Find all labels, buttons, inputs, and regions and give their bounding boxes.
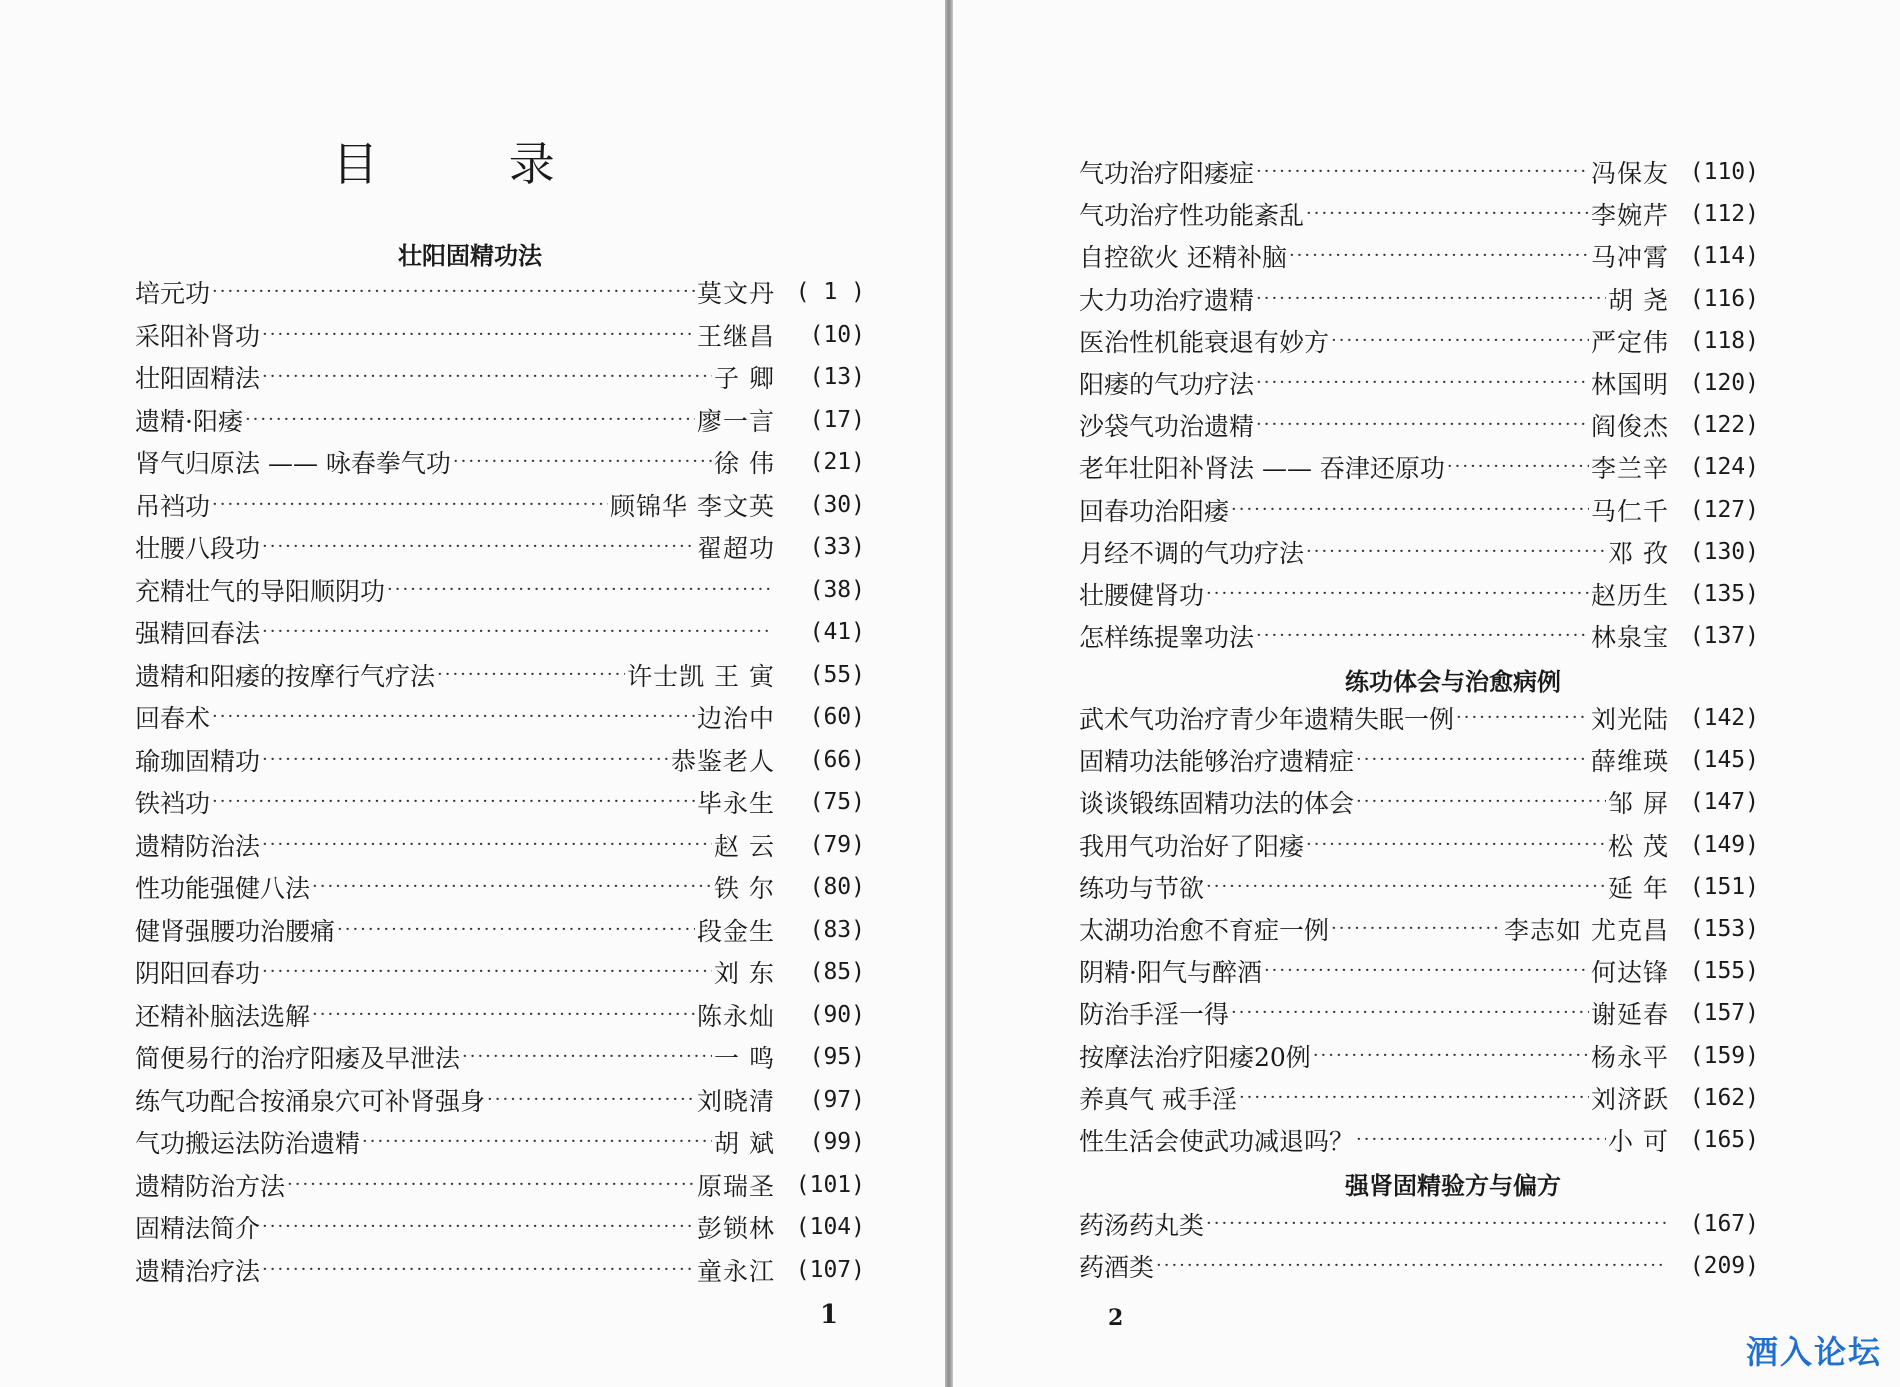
toc-entry — [1079, 1246, 1759, 1286]
leader-dots — [1447, 447, 1589, 487]
toc-entry — [1079, 236, 1759, 276]
leader-dots — [362, 1122, 712, 1162]
entry-title: 吊裆功 — [135, 491, 211, 521]
leader-dots — [1356, 782, 1606, 822]
leader-dots — [262, 1250, 695, 1290]
entry-page: (75) — [809, 789, 865, 815]
section-heading-right-b: 练功体会与治愈病例 — [1345, 668, 1561, 696]
book-gutter — [945, 0, 953, 1387]
entry-author: 刘 东 — [714, 959, 775, 988]
entry-title: 壮阳固精法 — [135, 364, 261, 393]
toc-title: 目 录 — [332, 137, 613, 191]
entry-page: (10) — [809, 321, 865, 348]
leader-dots — [1256, 152, 1589, 192]
entry-page: (21) — [809, 449, 865, 475]
leader-dots — [212, 485, 608, 525]
entry-page: (13) — [809, 364, 865, 390]
entry-title: 回春功治阳痿 — [1079, 496, 1230, 526]
entry-title: 阳痿的气功疗法 — [1079, 370, 1255, 399]
leader-dots — [1331, 321, 1589, 361]
entry-page: (107) — [795, 1256, 865, 1283]
entry-page: (155) — [1689, 958, 1759, 985]
entry-author: 许士凯 王 寅 — [627, 661, 775, 691]
toc-entry — [135, 1207, 865, 1247]
entry-title: 还精补脑法选解 — [135, 1001, 311, 1031]
right-page — [953, 0, 1900, 1387]
entry-title: 按摩法治疗阳痿20例 — [1079, 1042, 1311, 1072]
leader-dots — [487, 1080, 695, 1120]
toc-entry — [135, 357, 865, 397]
entry-page: (162) — [1689, 1084, 1759, 1111]
toc-entry — [1079, 782, 1759, 822]
leader-dots — [262, 527, 695, 567]
entry-page: (120) — [1689, 370, 1759, 396]
entry-page: (114) — [1689, 243, 1759, 270]
entry-author: 段金生 — [696, 916, 775, 946]
entry-author: 刘光陆 — [1590, 705, 1669, 734]
leader-dots — [1231, 993, 1589, 1033]
entry-author: 恭鉴老人 — [670, 746, 775, 776]
toc-entry — [1079, 194, 1759, 234]
toc-entry — [1079, 616, 1759, 656]
leader-dots — [262, 357, 712, 397]
entry-title: 养真气 戒手淫 — [1079, 1084, 1237, 1114]
entry-author: 赵历生 — [1590, 581, 1669, 610]
leader-dots — [462, 1037, 712, 1077]
entry-title: 回春术 — [135, 704, 211, 733]
entry-title: 培元功 — [135, 279, 211, 308]
leader-dots — [453, 442, 712, 482]
entry-page: (135) — [1689, 581, 1759, 607]
entry-author: 邓 孜 — [1608, 538, 1669, 568]
toc-entry — [1079, 993, 1759, 1033]
entry-author: 陈永灿 — [696, 1001, 775, 1031]
leader-dots — [1264, 951, 1589, 991]
toc-entry — [1079, 321, 1759, 361]
entry-title: 气功治疗阳痿症 — [1079, 159, 1255, 188]
entry-page: (83) — [809, 916, 865, 943]
entry-title: 谈谈锻练固精功法的体会 — [1079, 789, 1355, 819]
watermark-logo: 酒入论坛 — [1745, 1333, 1882, 1371]
entry-page: (97) — [809, 1086, 865, 1113]
leader-dots — [245, 400, 695, 440]
page-number-left: 1 — [820, 1300, 839, 1330]
entry-title: 壮腰八段功 — [135, 534, 261, 563]
entry-title: 壮腰健肾功 — [1079, 581, 1205, 610]
entry-title: 瑜珈固精功 — [135, 746, 261, 776]
entry-page: (209) — [1689, 1253, 1759, 1280]
entry-page: (165) — [1689, 1127, 1759, 1153]
entry-title: 气功治疗性功能紊乱 — [1079, 201, 1305, 231]
entry-title: 气功搬运法防治遗精 — [135, 1129, 361, 1158]
entry-page: (149) — [1689, 831, 1759, 858]
toc-entry — [135, 612, 865, 652]
entry-page: (66) — [809, 746, 865, 773]
entry-title: 采阳补肾功 — [135, 321, 261, 351]
toc-entry — [135, 995, 865, 1035]
entry-page: (116) — [1689, 285, 1759, 312]
entry-author: 松 茂 — [1608, 831, 1669, 861]
leader-dots — [1256, 279, 1606, 319]
leader-dots — [1231, 490, 1589, 530]
leader-dots — [1256, 616, 1589, 656]
entry-author: 李兰辛 — [1590, 454, 1669, 484]
entry-title: 防治手淫一得 — [1079, 1000, 1230, 1030]
toc-entry — [135, 910, 865, 950]
toc-entry — [1079, 152, 1759, 192]
entry-title: 简便易行的治疗阳痿及早泄法 — [135, 1044, 461, 1073]
toc-entry — [135, 740, 865, 780]
toc-entry — [1079, 1078, 1759, 1118]
entry-title: 老年壮阳补肾法 —— 吞津还原功 — [1079, 454, 1445, 484]
entry-page: (159) — [1689, 1042, 1759, 1069]
entry-title: 遗精治疗法 — [135, 1256, 261, 1286]
entry-author: 延 年 — [1608, 873, 1669, 903]
entry-page: (33) — [809, 534, 865, 560]
entry-page: (167) — [1689, 1211, 1759, 1237]
leader-dots — [1206, 574, 1589, 614]
entry-author: 李婉芹 — [1590, 201, 1669, 231]
leader-dots — [287, 1165, 695, 1205]
toc-entry — [1079, 1204, 1759, 1244]
toc-entry — [1079, 405, 1759, 445]
entry-author: 谢延春 — [1590, 1000, 1669, 1030]
entry-title: 遗精和阳痿的按摩行气疗法 — [135, 661, 436, 691]
entry-title: 自控欲火 还精补脑 — [1079, 243, 1287, 273]
leader-dots — [1331, 909, 1502, 949]
entry-author: 顾锦华 李文英 — [610, 491, 775, 521]
leader-dots — [212, 272, 695, 312]
leader-dots — [1239, 1078, 1589, 1118]
entry-page: (38) — [809, 576, 865, 603]
toc-entry — [1079, 532, 1759, 572]
entry-title: 固精法简介 — [135, 1214, 261, 1243]
leader-dots — [1313, 1036, 1589, 1076]
entry-title: 肾气归原法 —— 咏春拳气功 — [135, 449, 451, 478]
entry-author: 彭锁林 — [696, 1214, 775, 1243]
leader-dots — [1306, 825, 1606, 865]
entry-author: 胡 尧 — [1608, 285, 1669, 315]
entry-title: 阴阳回春功 — [135, 959, 261, 988]
entry-author: 子 卿 — [714, 364, 775, 393]
leader-dots — [1306, 194, 1589, 234]
entry-page: (90) — [809, 1001, 865, 1028]
toc-entry — [1079, 1120, 1759, 1160]
toc-entry — [135, 400, 865, 440]
entry-title: 怎样练提睾功法 — [1079, 623, 1255, 653]
toc-entry — [1079, 490, 1759, 530]
entry-page: ( 1 ) — [795, 279, 865, 305]
entry-author: 铁 尔 — [714, 874, 775, 903]
entry-page: (118) — [1689, 327, 1759, 354]
toc-entry — [135, 1122, 865, 1162]
leader-dots — [1356, 1120, 1606, 1160]
toc-entry — [135, 952, 865, 992]
entry-author: 小 可 — [1608, 1127, 1669, 1156]
leader-dots — [262, 1207, 695, 1247]
toc-entry — [135, 1250, 865, 1290]
toc-entry — [135, 485, 865, 525]
entry-page: (137) — [1689, 623, 1759, 650]
entry-title: 武术气功治疗青少年遗精失眠一例 — [1079, 705, 1455, 734]
entry-author: 廖一言 — [696, 406, 775, 436]
leader-dots — [312, 867, 712, 907]
entry-title: 练气功配合按涌泉穴可补肾强身 — [135, 1086, 486, 1116]
toc-entry — [135, 527, 865, 567]
toc-entry — [135, 655, 865, 695]
toc-entry — [1079, 825, 1759, 865]
entry-title: 充精壮气的导阳顺阴功 — [135, 576, 386, 606]
entry-page: (130) — [1689, 538, 1759, 565]
entry-author: 林国明 — [1590, 370, 1669, 399]
entry-page: (127) — [1689, 496, 1759, 523]
leader-dots — [1306, 532, 1606, 572]
page-number-right: 2 — [1108, 1305, 1124, 1331]
entry-title: 强精回春法 — [135, 619, 261, 648]
toc-entry — [135, 1080, 865, 1120]
toc-entry — [135, 1165, 865, 1205]
entry-page: (101) — [795, 1171, 865, 1198]
entry-author: 毕永生 — [696, 789, 775, 818]
entry-author: 冯保友 — [1590, 159, 1669, 188]
leader-dots — [1206, 867, 1606, 907]
leader-dots — [212, 782, 695, 822]
entry-author: 刘济跃 — [1590, 1084, 1669, 1114]
toc-entry — [1079, 574, 1759, 614]
entry-author: 杨永平 — [1590, 1042, 1669, 1072]
entry-author: 何达锋 — [1590, 958, 1669, 988]
entry-title: 药酒类 — [1079, 1253, 1155, 1283]
toc-entry — [1079, 867, 1759, 907]
toc-entry — [135, 570, 865, 610]
leader-dots — [212, 697, 695, 737]
leader-dots — [1456, 698, 1589, 738]
toc-entry — [135, 315, 865, 355]
entry-author: 胡 斌 — [714, 1129, 775, 1158]
entry-title: 医治性机能衰退有妙方 — [1079, 327, 1330, 357]
leader-dots — [1206, 1204, 1667, 1244]
entry-page: (30) — [809, 491, 865, 518]
entry-page: (79) — [809, 831, 865, 858]
entry-page: (55) — [809, 661, 865, 688]
toc-entry — [1079, 363, 1759, 403]
entry-author: 赵 云 — [714, 831, 775, 861]
toc-entry — [1079, 951, 1759, 991]
leader-dots — [337, 910, 695, 950]
entry-page: (157) — [1689, 1000, 1759, 1027]
entry-title: 遗精防治法 — [135, 831, 261, 861]
entry-page: (95) — [809, 1044, 865, 1070]
leader-dots — [1289, 236, 1589, 276]
entry-author: 翟超功 — [696, 534, 775, 563]
entry-author: 一 鸣 — [714, 1044, 775, 1073]
entry-page: (145) — [1689, 747, 1759, 774]
entry-author: 边治中 — [696, 704, 775, 733]
leader-dots — [262, 952, 712, 992]
toc-entry — [135, 697, 865, 737]
entry-page: (110) — [1689, 159, 1759, 185]
leader-dots — [262, 825, 712, 865]
entry-author: 马冲霄 — [1590, 243, 1669, 273]
toc-entry — [135, 782, 865, 822]
entry-title: 性功能强健八法 — [135, 874, 311, 903]
leader-dots — [437, 655, 625, 695]
entry-page: (153) — [1689, 916, 1759, 942]
entry-title: 药汤药丸类 — [1079, 1211, 1205, 1240]
entry-author: 严定伟 — [1590, 327, 1669, 357]
entry-author: 原瑞圣 — [696, 1171, 775, 1201]
entry-title: 太湖功治愈不育症一例 — [1079, 916, 1330, 945]
entry-title: 阴精·阳气与醉酒 — [1079, 958, 1262, 988]
toc-entry — [135, 1037, 865, 1077]
toc-entry — [1079, 279, 1759, 319]
toc-entry — [1079, 1036, 1759, 1076]
entry-page: (122) — [1689, 412, 1759, 439]
entry-page: (124) — [1689, 454, 1759, 481]
toc-entry — [1079, 698, 1759, 738]
entry-title: 健肾强腰功治腰痛 — [135, 916, 336, 946]
entry-title: 固精功法能够治疗遗精症 — [1079, 747, 1355, 777]
toc-entry — [1079, 909, 1759, 949]
entry-page: (104) — [795, 1214, 865, 1240]
entry-author: 邹 屏 — [1608, 789, 1669, 819]
entry-author: 徐 伟 — [714, 449, 775, 478]
entry-page: (142) — [1689, 705, 1759, 731]
entry-page: (112) — [1689, 201, 1759, 228]
entry-title: 铁裆功 — [135, 789, 211, 818]
toc-entry — [135, 867, 865, 907]
entry-title: 遗精·阳痿 — [135, 406, 243, 436]
toc-entry — [135, 825, 865, 865]
entry-title: 性生活会使武功减退吗？ — [1079, 1127, 1355, 1156]
entry-author: 李志如 尤克昌 — [1504, 916, 1669, 945]
entry-page: (17) — [809, 406, 865, 433]
leader-dots — [387, 570, 773, 610]
entry-title: 遗精防治方法 — [135, 1171, 286, 1201]
leader-dots — [262, 740, 669, 780]
leader-dots — [312, 995, 695, 1035]
leader-dots — [262, 612, 773, 652]
section-heading-left: 壮阳固精功法 — [398, 242, 542, 270]
entry-title: 大力功治疗遗精 — [1079, 285, 1255, 315]
entry-page: (60) — [809, 704, 865, 730]
entry-page: (151) — [1689, 873, 1759, 900]
leader-dots — [262, 315, 695, 355]
toc-entry — [135, 442, 865, 482]
entry-title: 练功与节欲 — [1079, 873, 1205, 903]
entry-title: 我用气功治好了阳痿 — [1079, 831, 1305, 861]
entry-author: 马仁千 — [1590, 496, 1669, 526]
section-heading-right-c: 强肾固精验方与偏方 — [1345, 1172, 1561, 1200]
entry-author: 薛维瑛 — [1590, 747, 1669, 777]
entry-author: 莫文丹 — [696, 279, 775, 308]
entry-title: 沙袋气功治遗精 — [1079, 412, 1255, 442]
entry-author: 林泉宝 — [1590, 623, 1669, 653]
entry-author: 童永江 — [696, 1256, 775, 1286]
entry-title: 月经不调的气功疗法 — [1079, 538, 1305, 568]
leader-dots — [1156, 1246, 1667, 1286]
entry-page: (147) — [1689, 789, 1759, 816]
left-page — [0, 0, 945, 1387]
leader-dots — [1256, 363, 1589, 403]
entry-author: 王继昌 — [696, 321, 775, 351]
entry-author: 阎俊杰 — [1590, 412, 1669, 442]
entry-page: (80) — [809, 874, 865, 900]
entry-page: (99) — [809, 1129, 865, 1155]
entry-page: (85) — [809, 959, 865, 985]
leader-dots — [1356, 740, 1589, 780]
entry-page: (41) — [809, 619, 865, 645]
entry-author: 刘晓清 — [696, 1086, 775, 1116]
leader-dots — [1256, 405, 1589, 445]
toc-entry — [1079, 740, 1759, 780]
toc-entry — [1079, 447, 1759, 487]
toc-entry — [135, 272, 865, 312]
